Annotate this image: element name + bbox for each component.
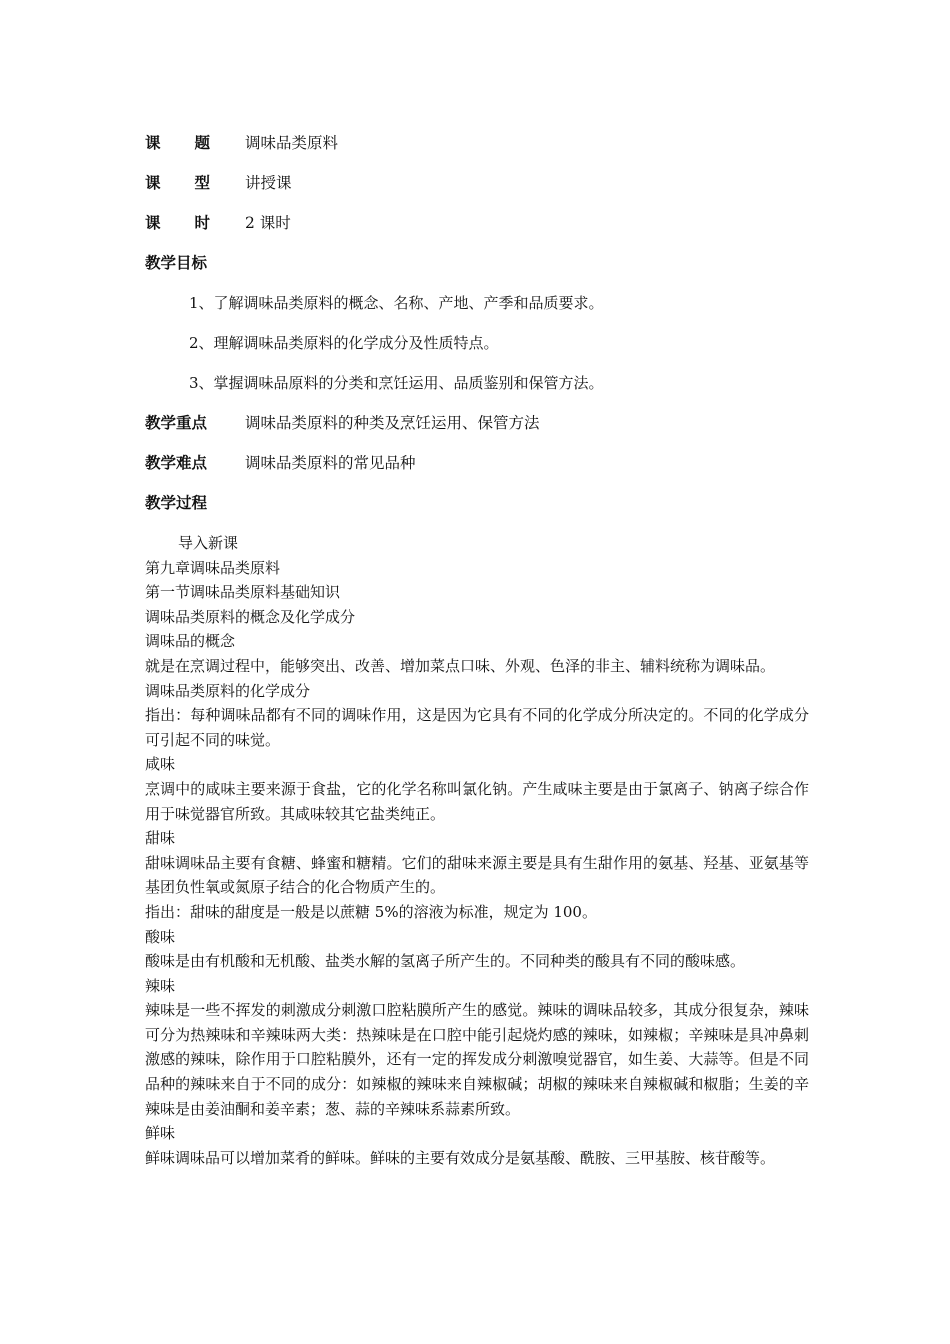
- process-title: 教学过程: [145, 493, 208, 512]
- sour-paragraph: 酸味是由有机酸和无机酸、盐类水解的氢离子所产生的。不同种类的酸具有不同的酸味感。: [145, 952, 746, 971]
- type-label-char-2: 型: [194, 173, 210, 192]
- section-heading: 第一节调味品类原料基础知识: [145, 583, 341, 602]
- concept-heading: 调味品的概念: [145, 632, 236, 651]
- sweet-heading: 甜味: [145, 829, 176, 848]
- objective-item-1: 1、了解调味品类原料的概念、名称、产地、产季和品质要求。: [189, 294, 604, 312]
- spicy-heading: 辣味: [145, 976, 176, 995]
- topic-label: [145, 131, 210, 155]
- key-point-row: [145, 411, 809, 451]
- topic-value: 调味品类原料: [245, 134, 339, 152]
- chem-heading: 调味品类原料的化学成分: [145, 681, 311, 700]
- hours-label: [145, 211, 210, 235]
- topic-label-char-1: 课: [145, 133, 161, 152]
- type-label-char-1: 课: [145, 173, 161, 192]
- spicy-paragraph: 辣味是一些不挥发的刺激成分刺激口腔粘膜所产生的感觉。辣味的调味品较多，其成分很复杂，辣味可分为热辣味和辛辣味两大类：热辣味是在口腔中能引起烧灼感的辣味，如辣椒；辛辣味是具冲鼻刺激感的辣味，除作用于口腔粘膜外，还有一定的挥发成分刺激嗅觉器官，如生姜、大蒜等。但是不同品种的辣味来自于不同的成分：如辣椒的辣味来自辣椒碱；胡椒的辣味来自辣椒碱和椒脂；生姜的辛辣味是由姜油酮和姜辛素；葱、蒜的辛辣味系蒜素所致。: [145, 1001, 809, 1118]
- hours-value: 2 课时: [245, 214, 291, 232]
- sour-heading: 酸味: [145, 927, 176, 946]
- difficult-point-value: 调味品类原料的常见品种: [245, 454, 416, 472]
- difficult-point-row: [145, 451, 809, 491]
- sweet-paragraph: 甜味调味品主要有食糖、蜂蜜和糖精。它们的甜味来源主要是具有生甜作用的氨基、羟基、亚氨基等基团负性氧或氮原子结合的化合物质产生的。: [145, 853, 809, 897]
- type-row: [145, 171, 809, 211]
- sweet-note: 指出：甜味的甜度是一般是以蔗糖 5%的溶液为标准，规定为 100。: [145, 902, 597, 921]
- chem-paragraph: 指出：每种调味品都有不同的调味作用，这是因为它具有不同的化学成分所决定的。不同的化学成分可引起不同的味觉。: [145, 706, 809, 749]
- lesson-plan-content: [145, 131, 809, 1170]
- objective-item-3: 3、掌握调味品原料的分类和烹饪运用、品质鉴别和保管方法。: [189, 374, 604, 392]
- topic-label-char-2: 题: [194, 133, 210, 152]
- topic-row: [145, 131, 809, 171]
- concept-paragraph: 就是在烹调过程中，能够突出、改善、增加菜点口味、外观、色泽的非主、辅料统称为调味品。: [145, 656, 776, 675]
- type-label: [145, 171, 210, 195]
- type-value: 讲授课: [245, 174, 292, 192]
- difficult-point-label: 教学难点: [145, 453, 208, 472]
- subsection-heading: 调味品类原料的概念及化学成分: [145, 607, 356, 626]
- chapter-heading: 第九章调味品类原料: [145, 558, 281, 577]
- umami-heading: 鲜味: [145, 1124, 176, 1143]
- objectives-title: 教学目标: [145, 253, 208, 272]
- objective-item-2: 2、理解调味品类原料的化学成分及性质特点。: [189, 334, 499, 352]
- salty-paragraph: 烹调中的咸味主要来源于食盐，它的化学名称叫氯化钠。产生咸味主要是由于氯离子、钠离子综合作用于味觉器官所致。其咸味较其它盐类纯正。: [145, 779, 809, 823]
- intro-line: 导入新课: [178, 534, 239, 552]
- umami-paragraph: 鲜味调味品可以增加菜肴的鲜味。鲜味的主要有效成分是氨基酸、酰胺、三甲基胺、核苷酸等。: [145, 1148, 776, 1167]
- key-point-value: 调味品类原料的种类及烹饪运用、保管方法: [245, 414, 540, 432]
- key-point-label: 教学重点: [145, 413, 208, 432]
- salty-heading: 咸味: [145, 755, 176, 774]
- hours-label-char-1: 课: [145, 213, 161, 232]
- hours-row: [145, 211, 809, 251]
- hours-label-char-2: 时: [194, 213, 210, 232]
